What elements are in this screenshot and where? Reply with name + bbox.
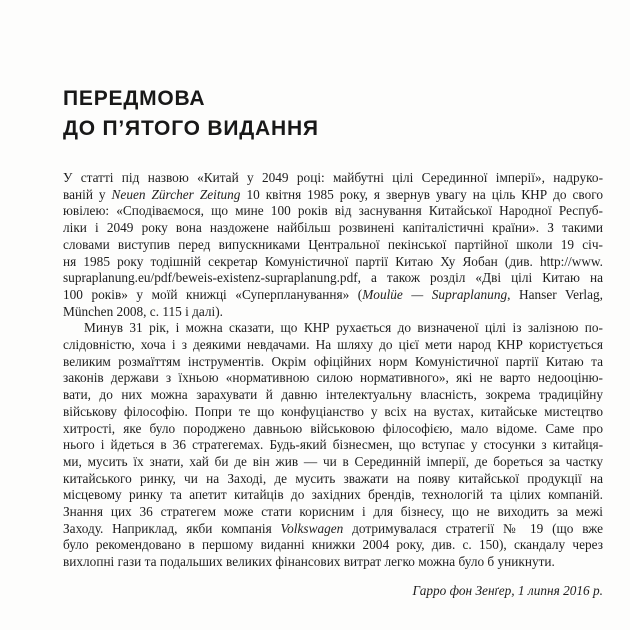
preface-title-line2: ДО П’ЯТОГО ВИДАННЯ: [63, 117, 319, 140]
paragraph: [63, 320, 603, 571]
text-segment: ваній у: [63, 186, 112, 202]
text-segment: хитрості, яке було породжено давньою військовою філософією, мало відоме. Саме про: [63, 420, 603, 436]
text-line: [63, 320, 603, 337]
text-line: [63, 487, 603, 504]
text-line: [63, 187, 603, 204]
text-segment: 10 квітня 1985 року, я звернув увагу на ціль КНР до свого: [240, 186, 604, 202]
italic-text-segment: Neuen Zürcher Zeitung: [111, 186, 241, 202]
text-segment: було рекомендовано в першому виданні книжки 2004 року, див. с. 150), скандалу через: [63, 537, 603, 553]
text-line: [63, 554, 603, 571]
text-segment: військову філософію. Попри те що конфуціанство у всіх на вустах, китайське мистецтво: [63, 403, 603, 419]
text-line: [63, 437, 603, 454]
text-line: [63, 287, 603, 304]
text-segment: Знання цих 36 стратегем може стати корисним і для бізнесу, що не виходить за межі: [63, 504, 603, 520]
text-segment: ня 1985 року тодішній секретар Комуністичної партії Китаю Ху Яобан (див. http://www.: [63, 253, 603, 269]
text-segment: Минув 31 рік, і можна сказати, що КНР рухається до визначеної цілі із залізною по-: [84, 320, 603, 336]
text-segment: ліки і 2049 року вона наздожене найбільш розвинені капіталістичні країни». З такими: [63, 220, 603, 236]
text-line: [63, 254, 603, 271]
text-line: [63, 370, 603, 387]
text-line: [63, 170, 603, 187]
text-line: [63, 537, 603, 554]
signature: Гарро фон Зенґер, 1 липня 2016 р.: [412, 582, 603, 598]
italic-text-segment: Volkswagen: [280, 520, 344, 536]
text-line: [63, 270, 603, 287]
text-line: [63, 404, 603, 421]
text-segment: словами виступив перед випускниками Центральної пекінської партійної школи 19 січ-: [63, 236, 603, 252]
text-line: [63, 471, 603, 488]
text-segment: вихлопні гази та подальших великих фінансових витрат легко можна було б уникнути.: [63, 554, 555, 570]
text-line: [63, 504, 603, 521]
text-segment: нього і йдеться в 36 стратегемах. Будь-який бізнесмен, що вступає у стосунки з китайця-: [63, 437, 603, 453]
text-segment: законів держави з їхньою «нормативною силою нормативного», які не варто недооціню-: [63, 370, 603, 386]
text-line: [63, 304, 603, 321]
text-segment: місцевому ринку та апетит китайців до західних брендів, технологій та цілих компаній.: [63, 487, 603, 503]
text-segment: ювілею: «Сподіваємося, що мине 100 років від заснування Китайської Народної Респуб-: [63, 203, 603, 219]
preface-title: [63, 84, 603, 144]
preface-title-line1: ПЕРЕДМОВА: [63, 87, 206, 110]
text-segment: слідовністю, хоча і з деякими невдачами. На шляху до цієї мети народ КНР користується: [63, 337, 603, 353]
text-segment: ми, мусить їх знати, хай би де він жив — чи в Серединній імперії, де бореться за частку: [63, 453, 603, 469]
text-line: [63, 354, 603, 371]
text-line: [63, 387, 603, 404]
text-segment: supraplanung.eu/pdf/beweis-existenz-supraplanung.pdf, а також розділ «Дві цілі Китаю на: [63, 270, 603, 286]
text-segment: 100 років» у моїй книжці «Суперпланування» (: [63, 286, 363, 302]
text-segment: , Hanser Verlag,: [507, 286, 604, 302]
text-line: [63, 237, 603, 254]
text-line: [63, 454, 603, 471]
text-segment: München 2008, с. 115 і далі).: [63, 303, 223, 319]
text-line: [63, 203, 603, 220]
text-segment: китайського ринку, чи на Заході, де мусить зважати на появу китайської продукції на: [63, 470, 603, 486]
text-line: [63, 521, 603, 538]
text-segment: вати, до них можна зарахувати й давню інтелектуальну власність, зокрема традиційну: [63, 387, 603, 403]
italic-text-segment: Moulüe — Supraplanung: [362, 286, 508, 302]
text-segment: дотримувалася стратегії № 19 (що вже: [343, 520, 603, 536]
text-segment: У статті під назвою «Китай у 2049 році: майбутні цілі Серединної імперії», надруко-: [63, 170, 603, 185]
paragraph: [63, 170, 603, 320]
text-segment: Заходу. Наприклад, якби компанія: [63, 520, 281, 536]
text-line: [63, 220, 603, 237]
text-line: [63, 421, 603, 438]
text-line: [63, 337, 603, 354]
body-text: [63, 170, 603, 571]
text-segment: великим розмаїттям інструментів. Окрім офіційних норм Комуністичної партії Китаю та: [63, 353, 603, 369]
